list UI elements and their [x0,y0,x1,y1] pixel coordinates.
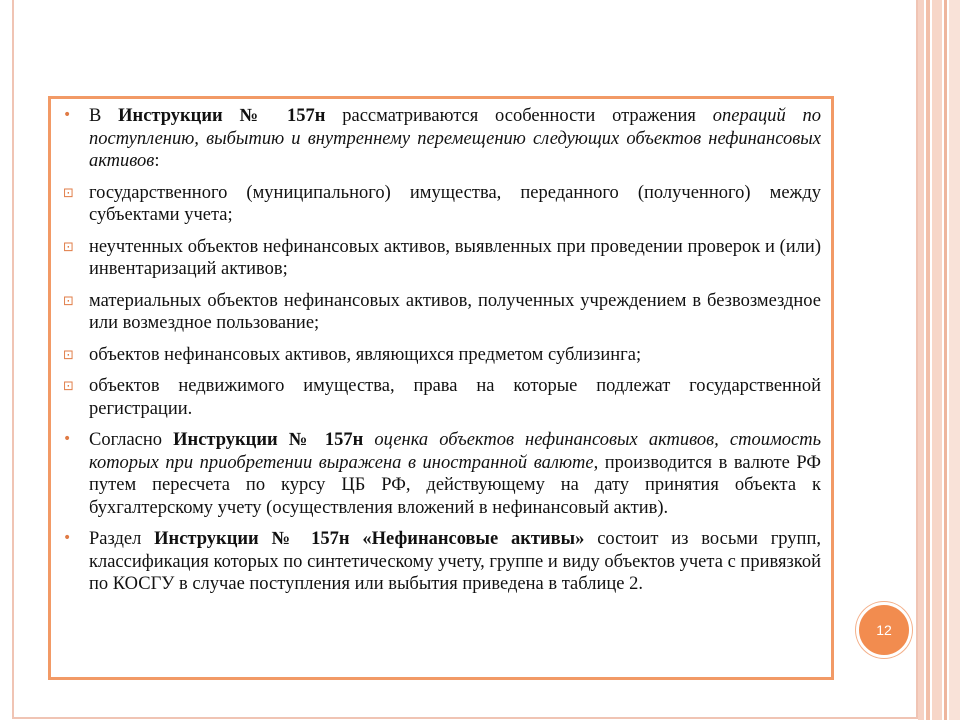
content-box [48,96,834,680]
text-fragment: В [89,106,119,126]
text-fragment: Раздел [89,529,155,549]
bullet-dot-icon: • [63,530,72,546]
bullet-item-foreign-currency [63,429,821,519]
text-fragment: Согласно [89,430,174,450]
text-fragment: : [154,151,160,171]
page-number-badge: 12 [856,602,912,658]
text-fragment: состоит из восьми групп, классификация которых по синтетическому учету, группе и виду объектов учета с привязкой по КОСГУ в случае поступления или выбытия приведена в таблице 2. [89,529,821,594]
sub-item-text: материальных объектов нефинансовых активов, полученных учреждением в безвозмездное или возмездное пользование; [89,290,821,333]
checkbox-bullet-icon: ⊡ [63,185,74,201]
text-fragment [363,430,374,450]
sub-item-text: объектов недвижимого имущества, права на которые подлежат государственной регистрации. [89,376,821,419]
bullet-item-instruction-scope [63,105,821,173]
checkbox-bullet-icon: ⊡ [63,379,74,394]
sub-item-text: объектов нефинансовых активов, являющихся предметом сублизинга; [89,344,642,365]
sub-item-unaccounted-assets [63,236,821,281]
checkbox-bullet-icon: ⊡ [63,347,74,363]
sub-item-real-estate [63,375,821,420]
checkbox-bullet-icon: ⊡ [63,239,74,255]
bullet-dot-icon: • [63,107,72,123]
italic-emphasis: оценка объектов нефинансовых активов, стоимость которых при приобретении выражена в иностранной валюте [89,430,821,473]
text-fragment: рассматриваются особенности отражения [325,106,713,126]
instruction-reference: Инструкции № 157н [118,106,326,126]
instruction-reference: Инструкции № 157н [173,430,364,450]
instruction-reference: Инструкции № 157н «Нефинансовые активы» [154,529,585,549]
decorative-stripes [918,0,960,720]
checkbox-bullet-icon: ⊡ [63,293,74,309]
sub-item-state-property [63,182,821,227]
italic-emphasis: операций по поступлению, выбытию и внутреннему перемещению следующих объектов нефинансовых активов [89,106,821,171]
text-fragment: , производится в валюте РФ путем пересчета по курсу ЦБ РФ, действующему на дату принятия объекта к бухгалтерскому учету (осуществления вложений в нефинансовый актив). [89,452,821,518]
sub-item-text: государственного (муниципального) имущества, переданного (полученного) между субъектами учета; [89,182,821,225]
sub-item-material-assets [63,290,821,335]
bullet-dot-icon: • [63,431,72,447]
sub-item-text: неучтенных объектов нефинансовых активов, выявленных при проведении проверок и (или) инвентаризаций активов; [89,236,821,279]
sub-item-subleasing [63,344,821,367]
bullet-item-section-groups [63,528,821,596]
